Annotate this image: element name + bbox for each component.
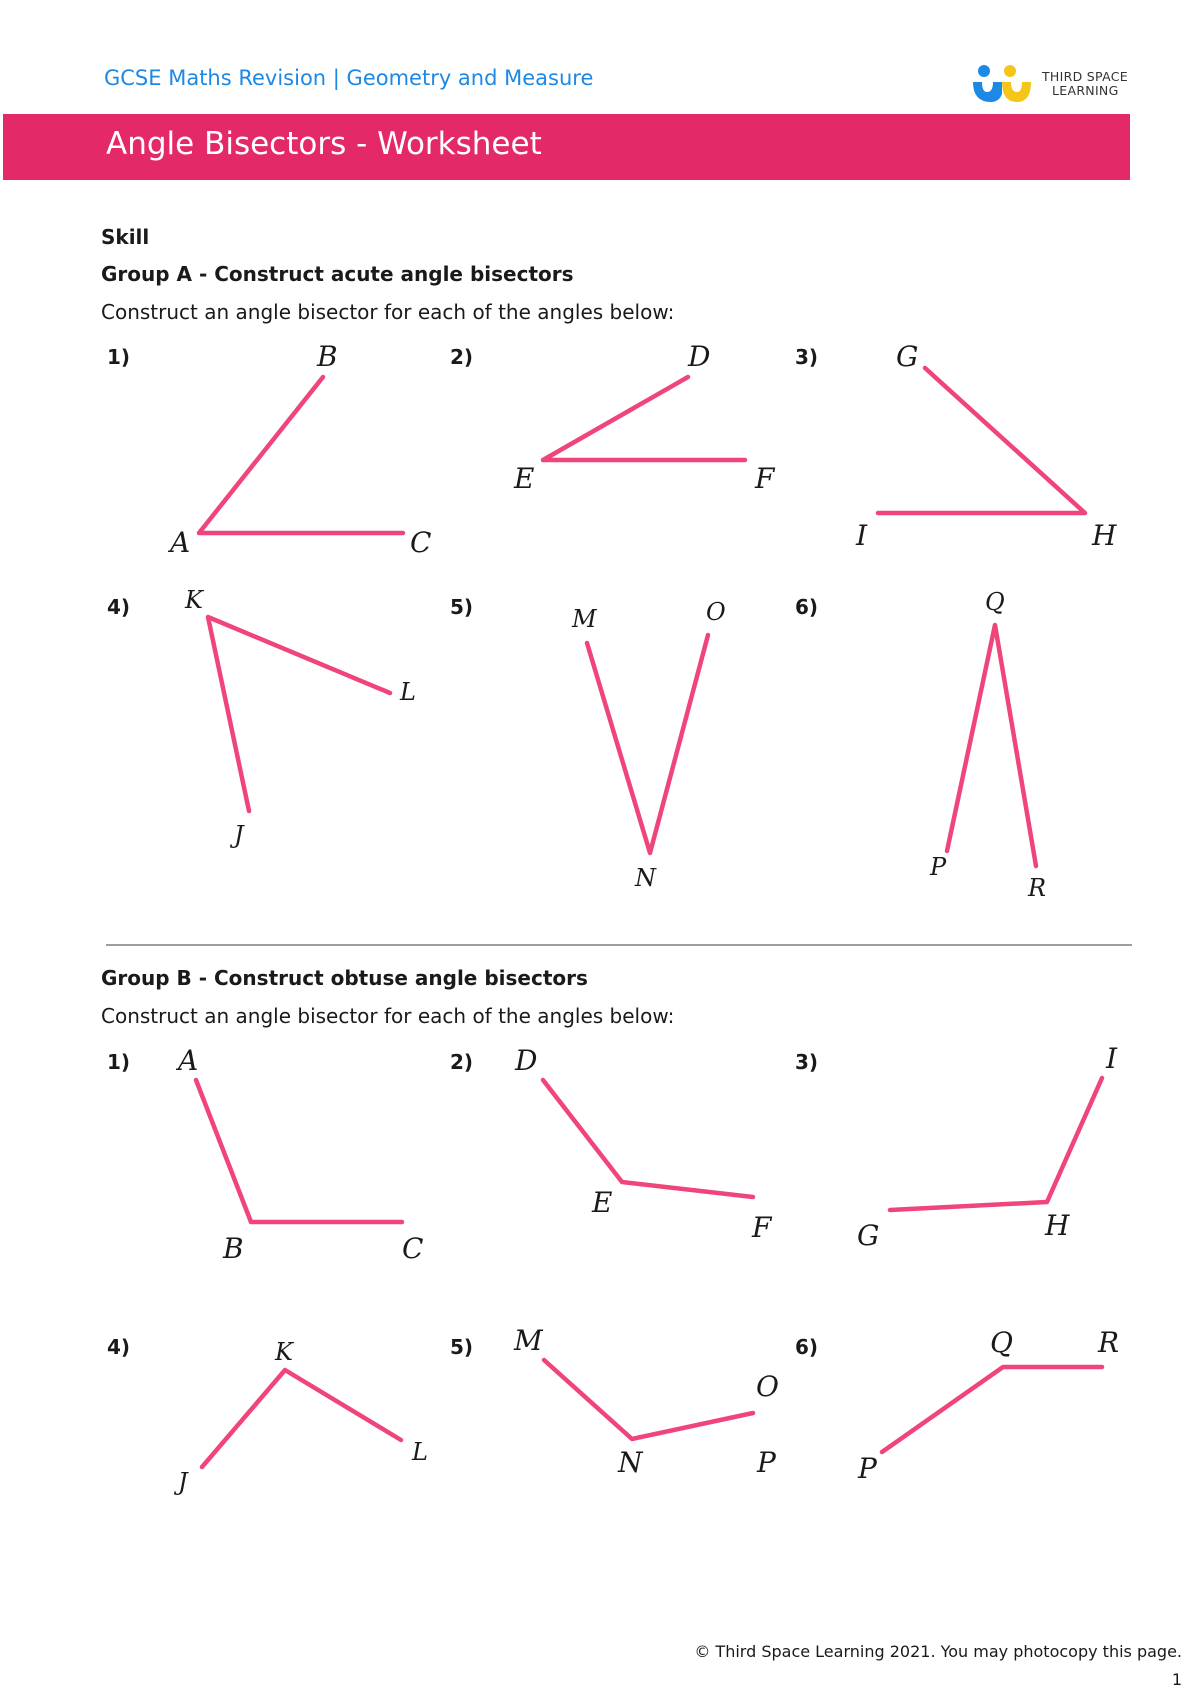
copyright-notice: © Third Space Learning 2021. You may photocopy this page. bbox=[694, 1642, 1182, 1661]
vertex-label-q: Q bbox=[985, 588, 1005, 616]
vertex-label-r: R bbox=[1098, 1326, 1120, 1359]
page-number: 1 bbox=[1171, 1670, 1182, 1689]
group-a-title: Group A - Construct acute angle bisectors bbox=[101, 262, 574, 286]
vertex-label-r: R bbox=[1028, 874, 1047, 902]
group-b-q1-number: 1) bbox=[107, 1050, 131, 1074]
vertex-label-c: C bbox=[402, 1232, 424, 1265]
vertex-label-e: E bbox=[592, 1186, 613, 1219]
angle-jkl-lines bbox=[202, 1370, 401, 1467]
vertex-label-b: B bbox=[317, 340, 338, 373]
vertex-label-a: A bbox=[178, 1044, 199, 1077]
angle-pqr-lines bbox=[882, 1367, 1102, 1452]
angle-mno-lines bbox=[544, 1360, 753, 1439]
angle-def-lines bbox=[543, 1080, 753, 1197]
group-b-angle-4 bbox=[173, 1338, 428, 1496]
vertex-label-k: K bbox=[275, 1338, 293, 1366]
logo-line-2: LEARNING bbox=[1052, 83, 1119, 98]
vertex-label-j: J bbox=[178, 1468, 188, 1496]
group-a-q4-number: 4) bbox=[107, 595, 131, 619]
vertex-label-m: M bbox=[572, 605, 597, 633]
angle-ihg-lines bbox=[890, 1078, 1102, 1210]
subject-heading: GCSE Maths Revision | Geometry and Measure bbox=[104, 66, 594, 90]
vertex-label-l: L bbox=[400, 678, 416, 706]
vertex-label-p: P bbox=[930, 853, 947, 881]
group-a-angle-6 bbox=[929, 588, 1046, 902]
angle-lkj-lines bbox=[208, 617, 390, 811]
group-b-angle-5 bbox=[513, 1324, 779, 1479]
group-b-q6-number: 6) bbox=[795, 1335, 819, 1359]
vertex-label-j: J bbox=[234, 821, 244, 849]
page-title: Angle Bisectors - Worksheet bbox=[106, 126, 542, 162]
angle-bac-lines bbox=[199, 377, 403, 533]
group-a-q5-number: 5) bbox=[450, 595, 474, 619]
group-b-angle-3 bbox=[857, 1042, 1118, 1252]
vertex-label-n: N bbox=[618, 1446, 643, 1479]
vertex-label-g: G bbox=[896, 340, 919, 373]
group-b-q3-number: 3) bbox=[795, 1050, 819, 1074]
vertex-label-g: G bbox=[857, 1219, 880, 1252]
group-b-q2-number: 2) bbox=[450, 1050, 474, 1074]
group-a-q2-number: 2) bbox=[450, 345, 474, 369]
vertex-label-l: L bbox=[412, 1438, 428, 1466]
group-b-instruction: Construct an angle bisector for each of the angles below: bbox=[101, 1004, 675, 1028]
group-b-q5-number: 5) bbox=[450, 1335, 474, 1359]
skill-label: Skill bbox=[101, 225, 150, 249]
angle-def-lines bbox=[543, 377, 745, 460]
vertex-label-q: Q bbox=[990, 1326, 1013, 1359]
group-a-angle-2 bbox=[513, 340, 776, 495]
vertex-label-o: O bbox=[706, 598, 726, 626]
vertex-label-p: P bbox=[858, 1452, 877, 1485]
vertex-label-h: H bbox=[1045, 1209, 1070, 1242]
group-a-q1-number: 1) bbox=[107, 345, 131, 369]
angle-abc-lines bbox=[196, 1080, 402, 1222]
vertex-label-m: M bbox=[514, 1324, 543, 1357]
vertex-label-i: I bbox=[856, 519, 868, 552]
vertex-label-d: D bbox=[515, 1044, 538, 1077]
vertex-label-d: D bbox=[688, 340, 711, 373]
vertex-label-i: I bbox=[1106, 1042, 1118, 1075]
vertex-label-n: N bbox=[635, 864, 656, 892]
vertex-label-a: A bbox=[170, 526, 191, 559]
group-a-angle-1 bbox=[167, 340, 431, 559]
vertex-label-p: P bbox=[757, 1446, 776, 1479]
group-b-angle-6 bbox=[857, 1326, 1119, 1485]
vertex-label-k: K bbox=[185, 586, 203, 614]
angle-ghi-lines bbox=[878, 368, 1085, 513]
vertex-label-b: B bbox=[223, 1232, 244, 1265]
angle-pqr-lines bbox=[947, 625, 1036, 866]
group-a-angle-4 bbox=[184, 586, 416, 849]
logo-line-1: THIRD SPACE bbox=[1042, 69, 1128, 84]
group-a-instruction: Construct an angle bisector for each of the angles below: bbox=[101, 300, 675, 324]
group-b-angle-2 bbox=[514, 1044, 773, 1244]
angle-mno-lines bbox=[587, 635, 708, 853]
vertex-label-f: F bbox=[755, 462, 775, 495]
vertex-label-c: C bbox=[410, 526, 432, 559]
group-a-angle-3 bbox=[855, 340, 1117, 552]
group-b-q4-number: 4) bbox=[107, 1335, 131, 1359]
group-b-title: Group B - Construct obtuse angle bisectors bbox=[101, 966, 588, 990]
group-a-q3-number: 3) bbox=[795, 345, 819, 369]
group-a-q6-number: 6) bbox=[795, 595, 819, 619]
vertex-label-o: O bbox=[756, 1370, 779, 1403]
vertex-label-h: H bbox=[1092, 519, 1117, 552]
vertex-label-e: E bbox=[514, 462, 535, 495]
vertex-label-f: F bbox=[752, 1211, 772, 1244]
group-b-angle-1 bbox=[175, 1044, 423, 1265]
group-a-angle-5 bbox=[571, 598, 726, 892]
